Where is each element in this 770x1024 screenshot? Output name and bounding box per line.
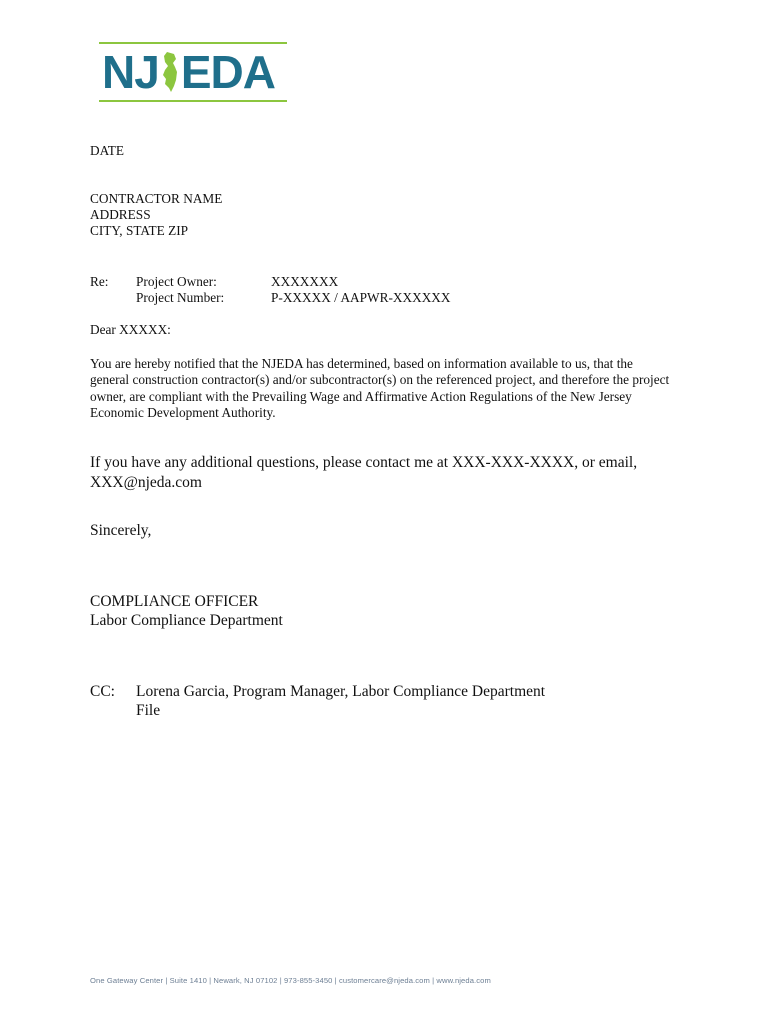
recipient-name: CONTRACTOR NAME: [90, 191, 223, 206]
logo-text-nj: NJ: [102, 46, 159, 98]
signature-department: Labor Compliance Department: [90, 612, 283, 629]
new-jersey-state-icon: [161, 50, 179, 94]
project-owner-value: XXXXXXX: [271, 274, 339, 289]
cc-label: CC:: [90, 683, 115, 700]
recipient-block: [90, 191, 222, 239]
signature-block: [90, 592, 283, 630]
project-owner-label: Project Owner:: [136, 274, 217, 289]
salutation: Dear XXXXX:: [90, 322, 171, 337]
footer-contact: One Gateway Center | Suite 1410 | Newark, NJ 07102 | 973-855-3450 | customercare@njeda.com | www.njeda.com: [90, 976, 491, 985]
project-values: [271, 274, 451, 306]
project-labels: [136, 274, 224, 306]
cc-recipient: Lorena Garcia, Program Manager, Labor Compliance Department: [136, 683, 546, 700]
cc-list: [136, 682, 545, 720]
recipient-city: CITY, STATE ZIP: [90, 223, 189, 238]
logo-wordmark: [102, 46, 275, 98]
project-number-label: Project Number:: [136, 290, 225, 305]
njeda-logo: [99, 40, 287, 104]
body-paragraph: You are hereby notified that the NJEDA has determined, based on information available to us, that the general construction contractor(s) and/or subcontractor(s) on the referenced project, and therefore the project owner, are compliant with the Prevailing Wage and Affirmative Action Regulations of the New Jersey Economic Development Authority.: [90, 356, 670, 420]
closing: Sincerely,: [90, 522, 152, 539]
logo-top-rule: [99, 42, 287, 44]
project-number-value: P-XXXXX / AAPWR-XXXXXX: [271, 290, 451, 305]
contact-paragraph: If you have any additional questions, please contact me at XXX-XXX-XXXX, or email, XXX@njeda.com: [90, 454, 638, 491]
logo-bottom-rule: [99, 100, 287, 102]
re-label: Re:: [90, 274, 109, 289]
signature-title: COMPLIANCE OFFICER: [90, 593, 259, 610]
logo-text-eda: EDA: [180, 46, 275, 98]
cc-file: File: [136, 702, 161, 719]
letter-date: DATE: [90, 143, 124, 158]
recipient-address: ADDRESS: [90, 207, 151, 222]
